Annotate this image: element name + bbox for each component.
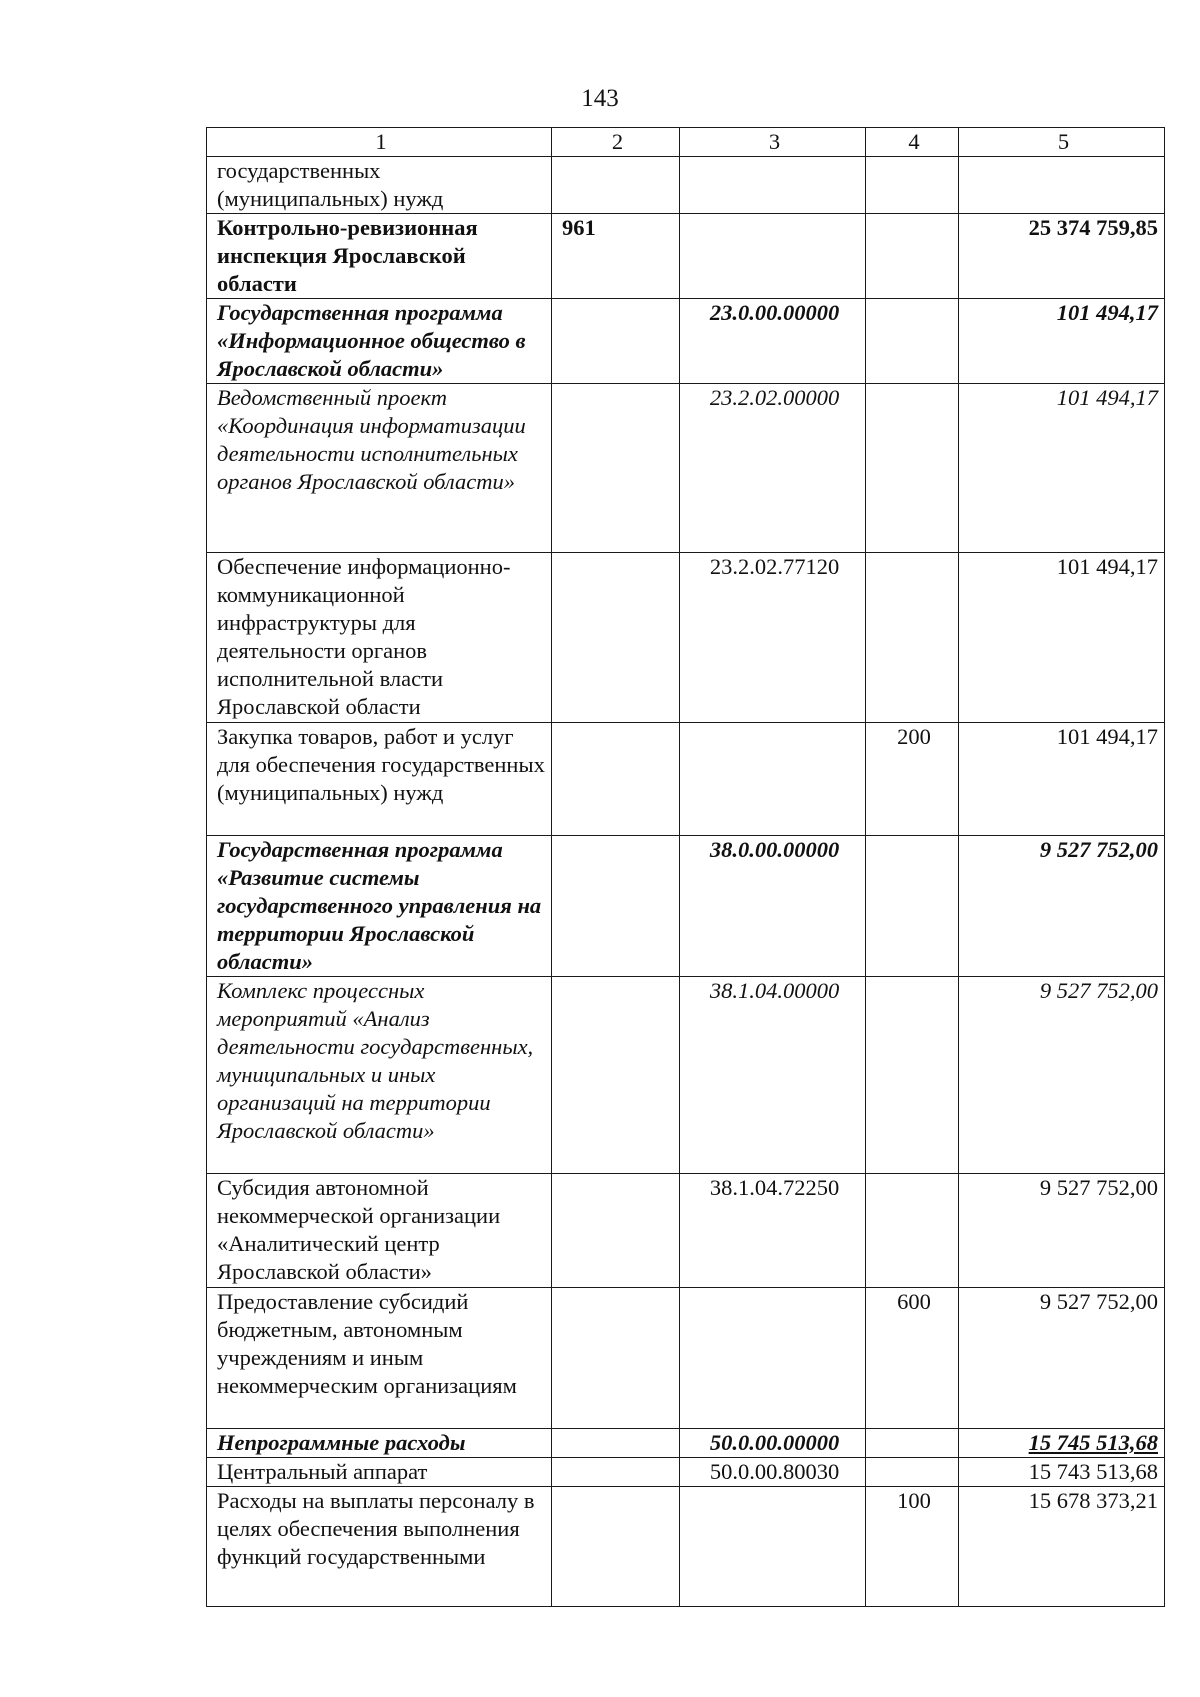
row-dept — [552, 553, 680, 723]
column-header: 2 — [552, 128, 680, 157]
row-kind: 200 — [866, 723, 959, 836]
row-name: Контрольно-ревизионная инспекция Ярославской области — [207, 214, 552, 299]
row-kind — [866, 1174, 959, 1288]
row-name: государственных (муниципальных) нужд — [207, 157, 552, 214]
table-row — [207, 1288, 1165, 1429]
column-header: 1 — [207, 128, 552, 157]
row-code — [680, 214, 866, 299]
row-code: 38.1.04.00000 — [680, 977, 866, 1174]
row-dept — [552, 1429, 680, 1458]
row-name: Непрограммные расходы — [207, 1429, 552, 1458]
row-sum: 101 494,17 — [959, 384, 1165, 553]
row-kind — [866, 214, 959, 299]
row-code: 38.0.00.00000 — [680, 836, 866, 977]
column-header: 5 — [959, 128, 1165, 157]
row-code: 23.2.02.00000 — [680, 384, 866, 553]
row-dept — [552, 723, 680, 836]
table-row — [207, 1458, 1165, 1487]
row-kind — [866, 836, 959, 977]
row-name: Субсидия автономной некоммерческой организации «Аналитический центр Ярославской области» — [207, 1174, 552, 1288]
table-row — [207, 299, 1165, 384]
row-name: Закупка товаров, работ и услуг для обеспечения государственных (муниципальных) нужд — [207, 723, 552, 836]
row-kind — [866, 1458, 959, 1487]
table-row — [207, 214, 1165, 299]
row-dept — [552, 1288, 680, 1429]
row-sum: 9 527 752,00 — [959, 977, 1165, 1174]
row-kind — [866, 299, 959, 384]
row-code: 50.0.00.00000 — [680, 1429, 866, 1458]
row-sum: 101 494,17 — [959, 299, 1165, 384]
row-dept — [552, 1487, 680, 1607]
table-row — [207, 1429, 1165, 1458]
page-number: 143 — [581, 85, 619, 112]
row-code: 23.0.00.00000 — [680, 299, 866, 384]
column-header: 3 — [680, 128, 866, 157]
table-row — [207, 384, 1165, 553]
row-name: Комплекс процессных мероприятий «Анализ деятельности государственных, муниципальных и иных организаций на территории Ярославской области» — [207, 977, 552, 1174]
row-dept — [552, 299, 680, 384]
row-name: Государственная программа «Информационное общество в Ярославской области» — [207, 299, 552, 384]
column-header: 4 — [866, 128, 959, 157]
row-dept — [552, 977, 680, 1174]
row-sum: 101 494,17 — [959, 723, 1165, 836]
table-row — [207, 1487, 1165, 1607]
row-code: 38.1.04.72250 — [680, 1174, 866, 1288]
row-code — [680, 1487, 866, 1607]
row-name: Ведомственный проект «Координация информатизации деятельности исполнительных органов Ярославской области» — [207, 384, 552, 553]
row-kind — [866, 977, 959, 1174]
table-row — [207, 553, 1165, 723]
row-sum: 101 494,17 — [959, 553, 1165, 723]
row-sum: 9 527 752,00 — [959, 1288, 1165, 1429]
row-kind — [866, 1429, 959, 1458]
row-name: Центральный аппарат — [207, 1458, 552, 1487]
table-row — [207, 977, 1165, 1174]
row-code — [680, 157, 866, 214]
row-code: 23.2.02.77120 — [680, 553, 866, 723]
row-kind — [866, 553, 959, 723]
row-sum: 15 678 373,21 — [959, 1487, 1165, 1607]
row-code: 50.0.00.80030 — [680, 1458, 866, 1487]
row-dept — [552, 384, 680, 553]
row-kind: 600 — [866, 1288, 959, 1429]
header-row — [207, 128, 1165, 157]
row-sum — [959, 157, 1165, 214]
row-dept: 961 — [552, 214, 680, 299]
row-dept — [552, 1458, 680, 1487]
row-kind — [866, 157, 959, 214]
row-dept — [552, 1174, 680, 1288]
row-sum: 25 374 759,85 — [959, 214, 1165, 299]
row-name: Государственная программа «Развитие системы государственного управления на территории Ярославской области» — [207, 836, 552, 977]
row-sum: 9 527 752,00 — [959, 1174, 1165, 1288]
row-sum: 15 745 513,68 — [959, 1429, 1165, 1458]
table-row — [207, 723, 1165, 836]
row-name: Обеспечение информационно-коммуникационной инфраструктуры для деятельности органов исполнительной власти Ярославской области — [207, 553, 552, 723]
table-row — [207, 1174, 1165, 1288]
row-kind — [866, 384, 959, 553]
row-sum: 9 527 752,00 — [959, 836, 1165, 977]
row-dept — [552, 157, 680, 214]
row-sum: 15 743 513,68 — [959, 1458, 1165, 1487]
row-name: Расходы на выплаты персоналу в целях обеспечения выполнения функций государственными — [207, 1487, 552, 1607]
budget-table — [206, 127, 1165, 1607]
row-kind: 100 — [866, 1487, 959, 1607]
row-dept — [552, 836, 680, 977]
row-code — [680, 723, 866, 836]
row-code — [680, 1288, 866, 1429]
table-row — [207, 836, 1165, 977]
row-name: Предоставление субсидий бюджетным, автономным учреждениям и иным некоммерческим организациям — [207, 1288, 552, 1429]
table-row — [207, 157, 1165, 214]
